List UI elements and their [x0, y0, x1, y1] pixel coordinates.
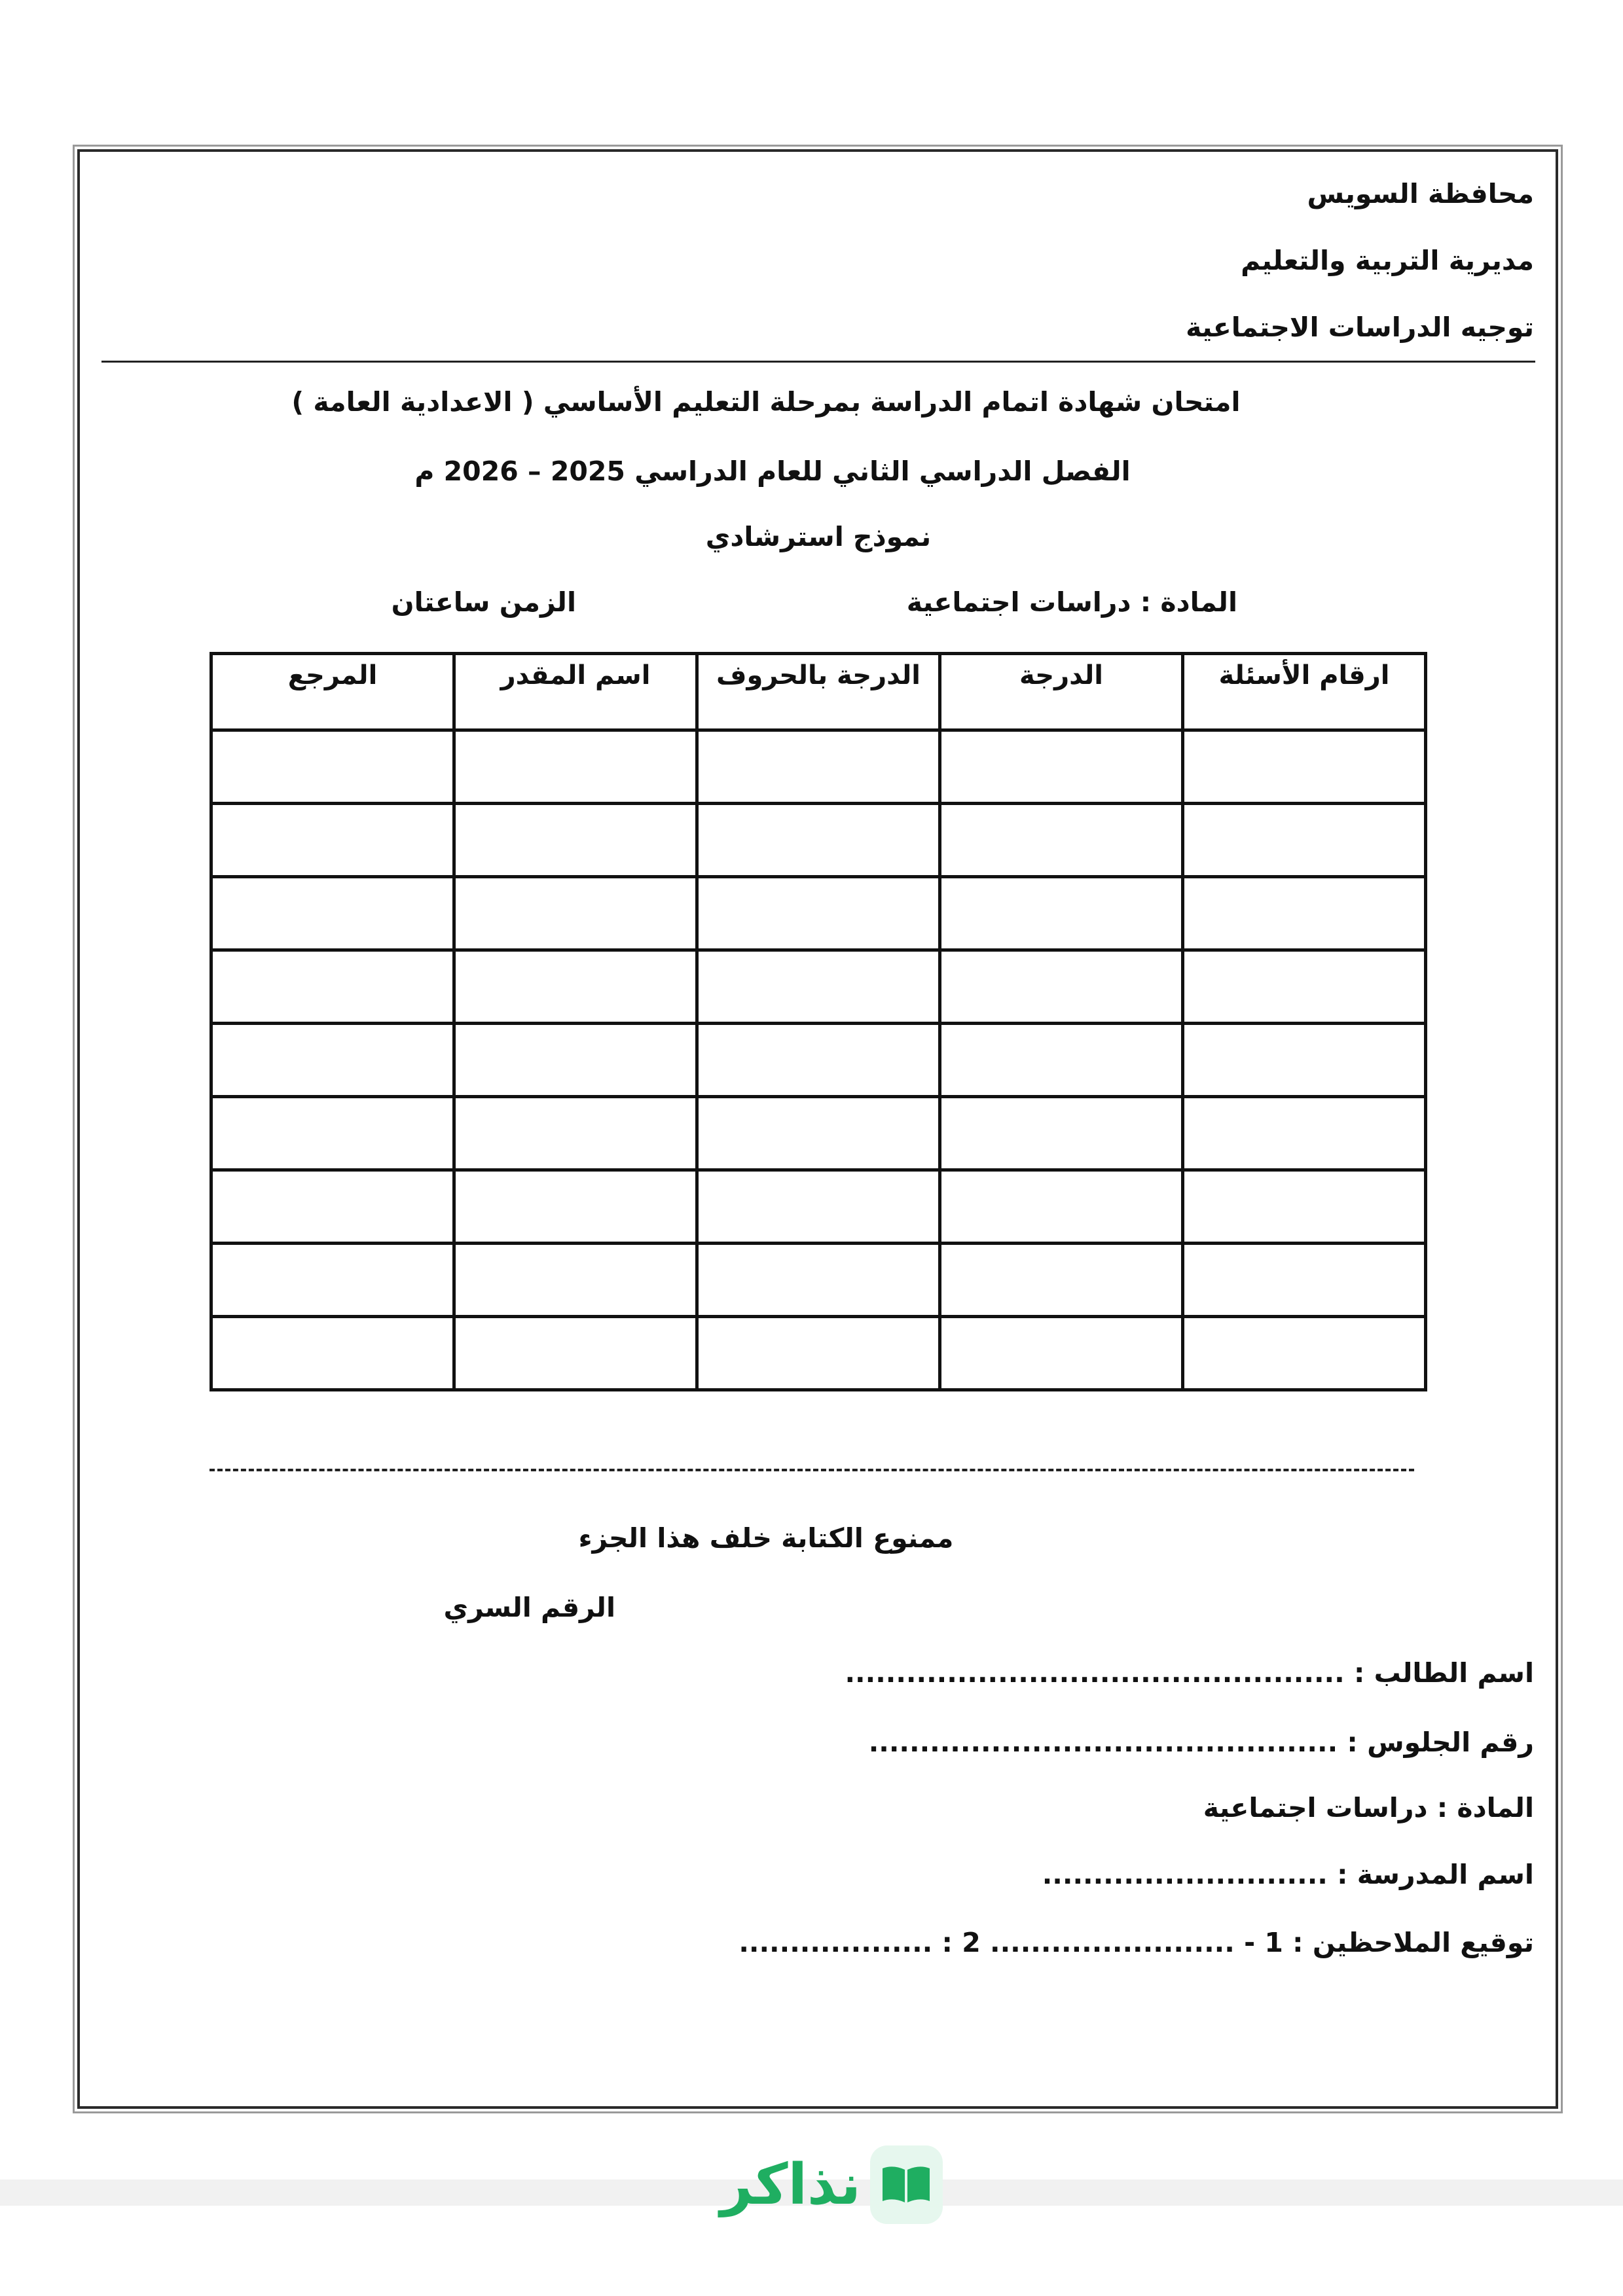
table-cell[interactable]: [1183, 1317, 1426, 1390]
table-cell[interactable]: [454, 877, 697, 950]
table-cell[interactable]: [211, 1317, 454, 1390]
brand-logo: [720, 2145, 943, 2224]
table-row: [211, 950, 1426, 1024]
department-label: توجيه الدراسات الاجتماعية: [1186, 312, 1534, 343]
time-label: الزمن ساعتان: [391, 586, 576, 618]
table-cell[interactable]: [211, 1097, 454, 1170]
table-cell[interactable]: [1183, 950, 1426, 1024]
table-cell[interactable]: [211, 950, 454, 1024]
table-row: [211, 1317, 1426, 1390]
table-cell[interactable]: [940, 804, 1183, 877]
governorate-label: محافظة السويس: [1307, 178, 1534, 209]
table-cell[interactable]: [1183, 877, 1426, 950]
table-cell[interactable]: [454, 1317, 697, 1390]
table-cell[interactable]: [454, 950, 697, 1024]
exam-title: امتحان شهادة اتمام الدراسة بمرحلة التعليم الأساسي ( الاعدادية العامة ): [291, 386, 1241, 418]
table-row: [211, 1170, 1426, 1244]
table-cell[interactable]: [697, 1244, 940, 1317]
brand-name: نذاكر: [720, 2152, 861, 2217]
table-cell[interactable]: [211, 804, 454, 877]
table-cell[interactable]: [454, 1170, 697, 1244]
table-cell[interactable]: [454, 730, 697, 804]
table-cell[interactable]: [940, 1317, 1183, 1390]
table-cell[interactable]: [211, 730, 454, 804]
table-cell[interactable]: [211, 1170, 454, 1244]
table-cell[interactable]: [697, 1024, 940, 1097]
table-cell[interactable]: [454, 1097, 697, 1170]
table-cell[interactable]: [940, 1024, 1183, 1097]
header-divider: [101, 361, 1535, 363]
table-row: [211, 804, 1426, 877]
column-header-grade-in-words: الدرجة بالحروف: [697, 654, 940, 730]
table-cell[interactable]: [1183, 730, 1426, 804]
table-cell[interactable]: [1183, 804, 1426, 877]
subject-label: المادة : دراسات اجتماعية: [906, 586, 1237, 618]
table-cell[interactable]: [1183, 1244, 1426, 1317]
school-name-field[interactable]: اسم المدرسة : ............................: [1042, 1859, 1534, 1890]
table-cell[interactable]: [211, 1024, 454, 1097]
cut-line-divider: [210, 1469, 1414, 1471]
grades-table-header-row: [211, 654, 1426, 730]
table-row: [211, 877, 1426, 950]
table-row: [211, 1097, 1426, 1170]
directorate-label: مديرية التربية والتعليم: [1241, 245, 1534, 276]
table-cell[interactable]: [454, 1244, 697, 1317]
no-writing-warning: ممنوع الكتابة خلف هذا الجزء: [578, 1522, 954, 1554]
exam-model: نموذج استرشادي: [705, 521, 932, 552]
table-cell[interactable]: [940, 1244, 1183, 1317]
table-cell[interactable]: [697, 950, 940, 1024]
exam-term: الفصل الدراسي الثاني للعام الدراسي 2025 – 2026 م: [414, 456, 1131, 487]
open-book-icon: [870, 2145, 943, 2224]
table-cell[interactable]: [940, 950, 1183, 1024]
table-cell[interactable]: [940, 877, 1183, 950]
table-cell[interactable]: [1183, 1170, 1426, 1244]
column-header-grader-name: اسم المقدر: [454, 654, 697, 730]
table-cell[interactable]: [1183, 1097, 1426, 1170]
table-cell[interactable]: [940, 1097, 1183, 1170]
secret-number-label: الرقم السري: [443, 1592, 615, 1623]
column-header-question-numbers: ارقام الأسئلة: [1183, 654, 1426, 730]
column-header-grade: الدرجة: [940, 654, 1183, 730]
student-name-field[interactable]: اسم الطالب : .................................................: [845, 1657, 1534, 1689]
table-row: [211, 1024, 1426, 1097]
form-subject-label: المادة : دراسات اجتماعية: [1203, 1792, 1534, 1823]
table-cell[interactable]: [211, 877, 454, 950]
column-header-reviewer: المرجع: [211, 654, 454, 730]
table-cell[interactable]: [697, 804, 940, 877]
table-cell[interactable]: [697, 1170, 940, 1244]
table-cell[interactable]: [940, 1170, 1183, 1244]
table-row: [211, 730, 1426, 804]
table-cell[interactable]: [940, 730, 1183, 804]
table-cell[interactable]: [697, 877, 940, 950]
table-cell[interactable]: [697, 1097, 940, 1170]
table-cell[interactable]: [697, 1317, 940, 1390]
seat-number-field[interactable]: رقم الجلوس : ..............................................: [868, 1727, 1534, 1758]
table-cell[interactable]: [211, 1244, 454, 1317]
table-cell[interactable]: [454, 1024, 697, 1097]
grades-table: [210, 652, 1427, 1391]
table-cell[interactable]: [1183, 1024, 1426, 1097]
table-cell[interactable]: [454, 804, 697, 877]
table-row: [211, 1244, 1426, 1317]
observers-signature-field[interactable]: توقيع الملاحظين : 1 - ........................ 2 : ...................: [739, 1927, 1534, 1958]
table-cell[interactable]: [697, 730, 940, 804]
